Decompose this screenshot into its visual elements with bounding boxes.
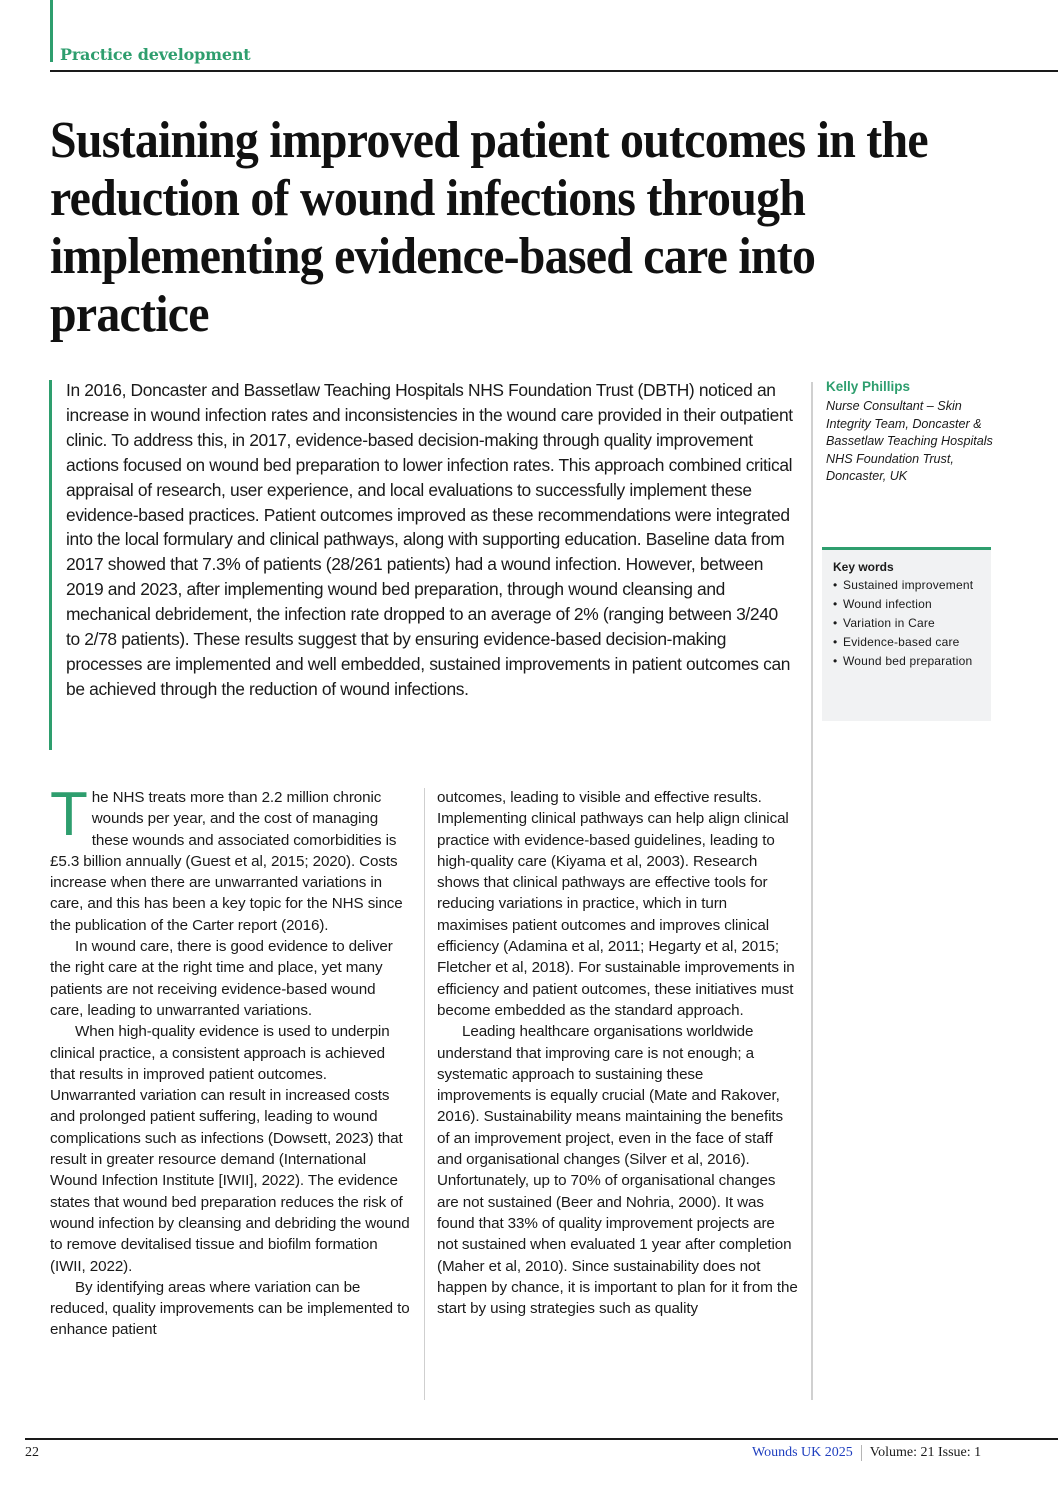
footer-citation: [752, 1445, 981, 1461]
paragraph: When high-quality evidence is used to underpin clinical practice, a consistent approach is achieved that results in improved patient outcomes. Unwarranted variation can result in increased costs and prolonged patient suffering, leading to wound complications such as infections (Dowsett, 2023) that result in greater resource demand (International Wound Infection Institute [IWII], 2022). The evidence states that wound bed preparation reduces the risk of wound infection by cleansing and debriding the wound to remove devitalised tissue and biofilm formation (IWII, 2022).: [50, 1023, 410, 1275]
footer-rule: [25, 1438, 1058, 1440]
keywords-title: Key words: [833, 560, 894, 574]
keyword-item: • Sustained improvement: [833, 577, 981, 594]
paragraph-text: he NHS treats more than 2.2 million chronic wounds per year, and the cost of managing these wounds and associated comorbidities is £5.3 billion annually (Guest et al, 2015; 2020). Costs increase when there are unwarranted variations in care, and this has been a key topic for the NHS since the publication of the Carter report (2016).: [50, 789, 403, 934]
header-rule: [50, 70, 1058, 72]
article-title: Sustaining improved patient outcomes in the reduction of wound infections through implementing evidence-based care into practice: [50, 112, 928, 343]
author-block: [826, 379, 1001, 486]
paragraph: In wound care, there is good evidence to deliver the right care at the right time and place, yet many patients are not receiving evidence-based wound care, leading to unwarranted variations.: [50, 938, 393, 1019]
author-affiliation: Nurse Consultant – Skin Integrity Team, Doncaster & Bassetlaw Teaching Hospitals NHS Foundation Trust, Doncaster, UK: [826, 399, 993, 484]
dropcap: T: [50, 780, 88, 849]
volume-issue: Volume: 21 Issue: 1: [869, 1445, 982, 1460]
abstract: In 2016, Doncaster and Bassetlaw Teaching Hospitals NHS Foundation Trust (DBTH) noticed an increase in wound infection rates and inconsistencies in the wound care provided in their outpatient clinic. To address this, in 2017, evidence-based decision-making through quality improvement actions focused on wound bed preparation to lower infection rates. This approach combined critical appraisal of research, user experience, and local evaluations to successfully implement these evidence-based practices. Patient outcomes improved as these recommendations were integrated into the local formulary and clinical pathways, along with supporting education. Baseline data from 2017 showed that 7.3% of patients (28/261 patients) had a wound infection. However, between 2019 and 2023, after implementing wound bed preparation, through wound cleansing and mechanical debridement, the infection rate dropped to an average of 2% (ranging between 3/240 to 2/78 patients). These results suggest that by ensuring evidence-based decision-making processes are implemented and well embedded, sustained improvements in patient outcomes can be achieved through the reduction of wound infections.: [66, 380, 793, 699]
footer-separator: [861, 1445, 862, 1461]
paragraph: By identifying areas where variation can be reduced, quality improvements can be implemented to enhance patient: [50, 1278, 410, 1339]
abstract-accent-bar: [49, 380, 52, 750]
paragraph: outcomes, leading to visible and effective results. Implementing clinical pathways can help align clinical practice with evidence-based guidelines, leading to high-quality care (Kiyama et al, 2003). Research shows that clinical pathways are effective tools for reducing variations in practice, which in turn maximises patient outcomes and improves clinical efficiency (Adamina et al, 2011; Hegarty et al, 2015; Fletcher et al, 2018). For sustainable improvements in efficiency and patient outcomes, these initiatives must become embedded as the standard approach.: [437, 789, 795, 1019]
author-name: Kelly Phillips: [826, 379, 911, 394]
body-column-left: [50, 780, 412, 1341]
column-divider: [424, 788, 425, 1400]
section-label: Practice development: [60, 45, 251, 64]
keyword-item: • Evidence-based care: [833, 634, 981, 651]
page-number: 22: [25, 1445, 39, 1460]
keywords-list: [833, 577, 981, 670]
journal-name[interactable]: Wounds UK 2025: [752, 1445, 853, 1460]
keyword-item: • Variation in Care: [833, 615, 981, 632]
section-accent-bar: [50, 0, 53, 62]
paragraph: [50, 780, 412, 936]
sidebar-divider: [811, 382, 813, 1400]
keyword-item: • Wound bed preparation: [833, 653, 981, 670]
body-column-right: [437, 787, 799, 1319]
keyword-item: • Wound infection: [833, 596, 981, 613]
paragraph: Leading healthcare organisations worldwide understand that improving care is not enough; a systematic approach to sustaining these improvements is equally crucial (Mate and Rakover, 2016). Sustainability means maintaining the benefits of an improvement project, even in the face of staff and organisational changes (Silver et al, 2016). Unfortunately, up to 70% of organisational changes are not sustained (Beer and Nohria, 2000). It was found that 33% of quality improvement projects are not sustained when evaluated 1 year after completion (Maher et al, 2010). Since sustainability does not happen by chance, it is important to plan for it from the start by using strategies such as quality: [437, 1023, 798, 1318]
keywords-box: [822, 547, 991, 721]
